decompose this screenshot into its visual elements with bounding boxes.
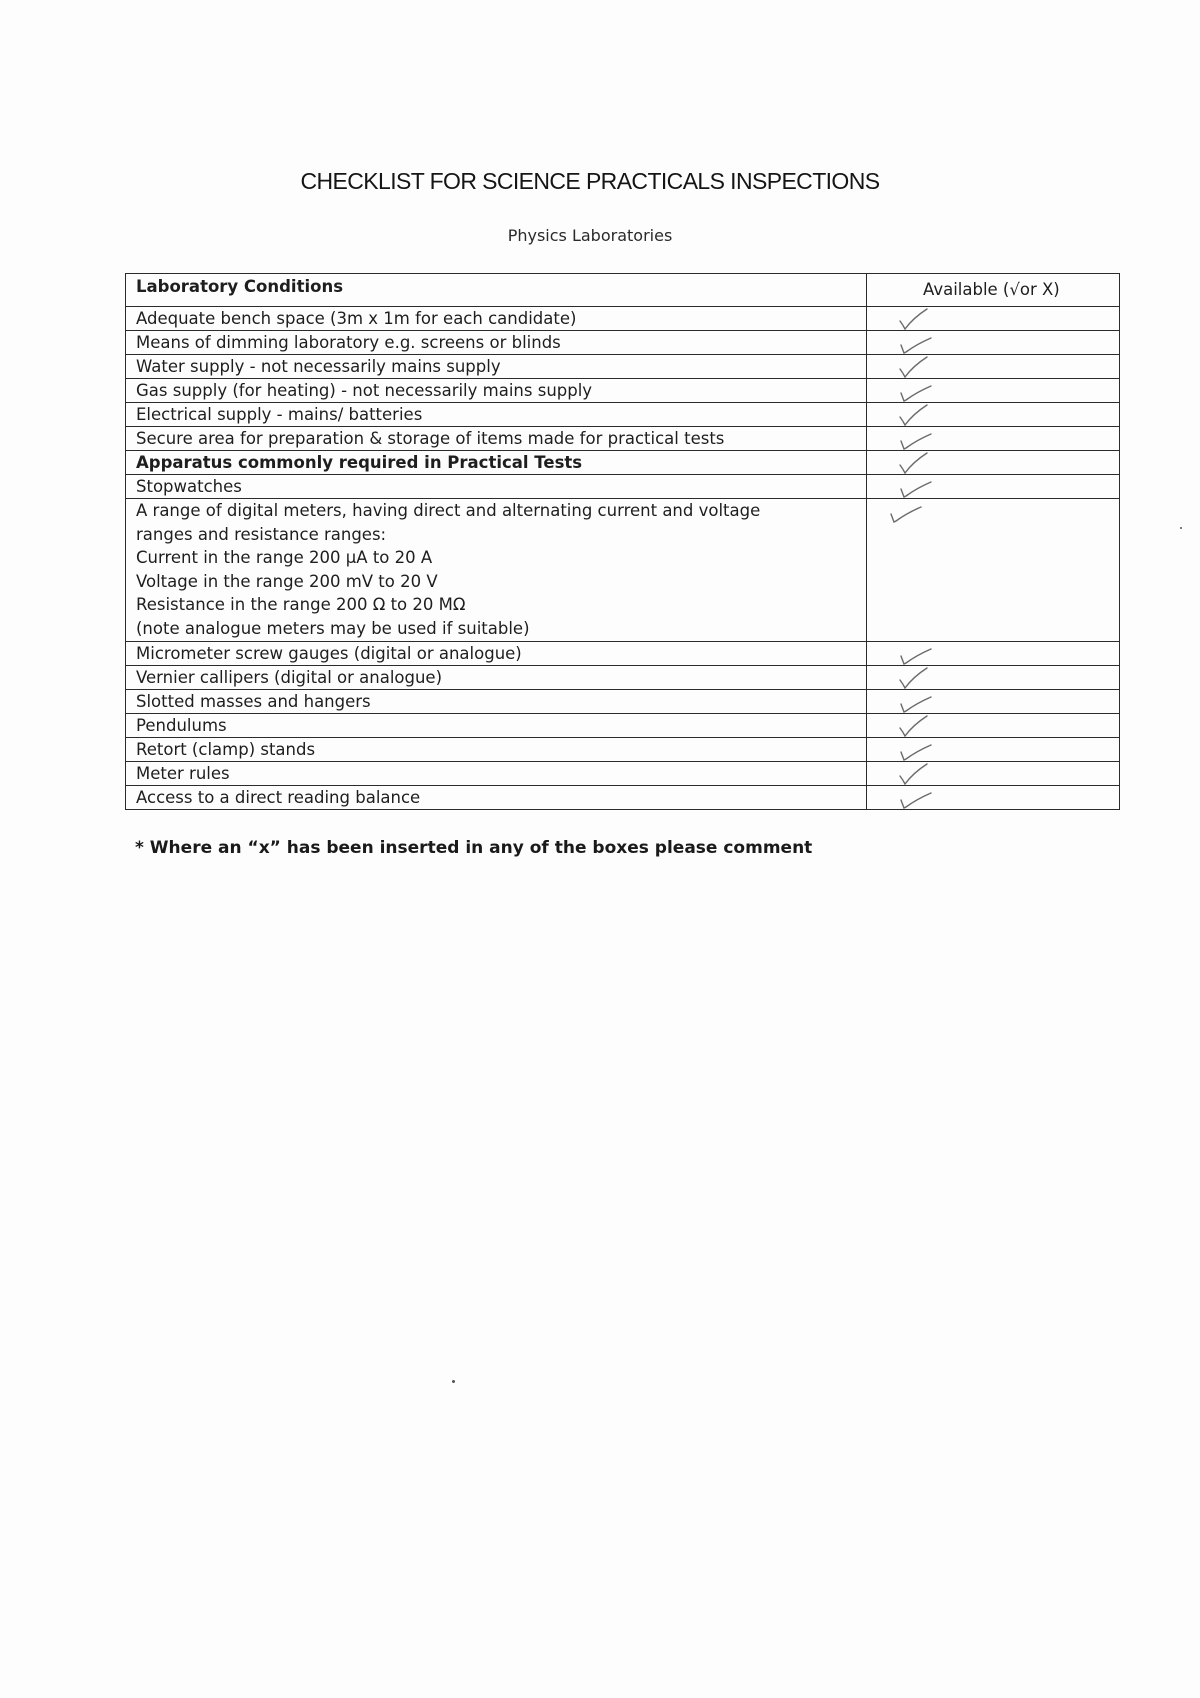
scan-speck: [1180, 527, 1182, 529]
row-available-cell: [867, 689, 1120, 713]
table-row: [126, 713, 1120, 737]
checkmark-icon: [897, 645, 941, 667]
checkmark-icon: [897, 430, 941, 452]
row-label: Retort (clamp) stands: [126, 737, 867, 761]
checkmark-icon: [897, 715, 941, 737]
table-row: [126, 761, 1120, 785]
scan-speck: [452, 1380, 455, 1383]
row-label: Slotted masses and hangers: [126, 689, 867, 713]
checkmark-icon: [897, 763, 941, 785]
row-available-cell: [867, 427, 1120, 451]
row-label: Pendulums: [126, 713, 867, 737]
row-label: Means of dimming laboratory e.g. screens or blinds: [126, 331, 867, 355]
checkmark-icon: [897, 478, 941, 500]
row-available-cell: [867, 761, 1120, 785]
row-available-cell: [867, 641, 1120, 665]
row-label: Adequate bench space (3m x 1m for each candidate): [126, 307, 867, 331]
checkmark-icon: [887, 503, 931, 525]
row-available-cell: [867, 665, 1120, 689]
checkmark-icon: [897, 404, 941, 426]
row-available-cell: [867, 307, 1120, 331]
row-label: Micrometer screw gauges (digital or analogue): [126, 641, 867, 665]
table-row: [126, 785, 1120, 809]
row-available-cell: [867, 451, 1120, 475]
row-label-meters: [126, 499, 867, 642]
footnote: * Where an “x” has been inserted in any of the boxes please comment: [135, 838, 813, 858]
table-row-meters: [126, 499, 1120, 642]
checkmark-icon: [897, 356, 941, 378]
header-available: Available (√or X): [867, 274, 1120, 307]
row-available-cell: [867, 355, 1120, 379]
meters-line: (note analogue meters may be used if suitable): [136, 618, 530, 638]
table-row: [126, 665, 1120, 689]
meters-line: Resistance in the range 200 Ω to 20 MΩ: [136, 595, 466, 615]
row-available-cell: [867, 737, 1120, 761]
table-row: [126, 403, 1120, 427]
checkmark-icon: [897, 452, 941, 474]
table-row: [126, 331, 1120, 355]
row-available-cell: [867, 331, 1120, 355]
table-row: [126, 475, 1120, 499]
checklist-table: [125, 273, 1120, 810]
table-row: [126, 355, 1120, 379]
row-available-cell: [867, 713, 1120, 737]
row-label: Gas supply (for heating) - not necessarily mains supply: [126, 379, 867, 403]
checkmark-icon: [897, 334, 941, 356]
row-label: Stopwatches: [126, 475, 867, 499]
row-available-cell: [867, 499, 1120, 642]
meters-line: A range of digital meters, having direct and alternating current and voltage: [136, 501, 761, 520]
table-row: [126, 379, 1120, 403]
row-label: Access to a direct reading balance: [126, 785, 867, 809]
table-row: [126, 427, 1120, 451]
table-header-row: [126, 274, 1120, 307]
row-label: Apparatus commonly required in Practical Tests: [126, 451, 867, 475]
row-available-cell: [867, 403, 1120, 427]
row-label: Meter rules: [126, 761, 867, 785]
table-row: [126, 737, 1120, 761]
row-available-cell: [867, 785, 1120, 809]
checkmark-icon: [897, 308, 941, 330]
checkmark-icon: [897, 667, 941, 689]
checkmark-icon: [897, 789, 941, 811]
meters-line: Current in the range 200 µA to 20 A: [136, 548, 433, 568]
checkmark-icon: [897, 741, 941, 763]
table-row: [126, 307, 1120, 331]
row-label: Electrical supply - mains/ batteries: [126, 403, 867, 427]
row-label: Vernier callipers (digital or analogue): [126, 665, 867, 689]
row-label: Secure area for preparation & storage of items made for practical tests: [126, 427, 867, 451]
meters-line: Voltage in the range 200 mV to 20 V: [136, 571, 438, 591]
document-title: CHECKLIST FOR SCIENCE PRACTICALS INSPECTIONS: [300, 168, 880, 194]
row-available-cell: [867, 379, 1120, 403]
table-row: [126, 451, 1120, 475]
meters-line: ranges and resistance ranges:: [136, 524, 387, 544]
document-subtitle: Physics Laboratories: [507, 226, 673, 245]
header-laboratory-conditions: Laboratory Conditions: [126, 274, 867, 307]
table-row: [126, 689, 1120, 713]
checkmark-icon: [897, 693, 941, 715]
row-label: Water supply - not necessarily mains supply: [126, 355, 867, 379]
row-available-cell: [867, 475, 1120, 499]
table-row: [126, 641, 1120, 665]
checkmark-icon: [897, 382, 941, 404]
